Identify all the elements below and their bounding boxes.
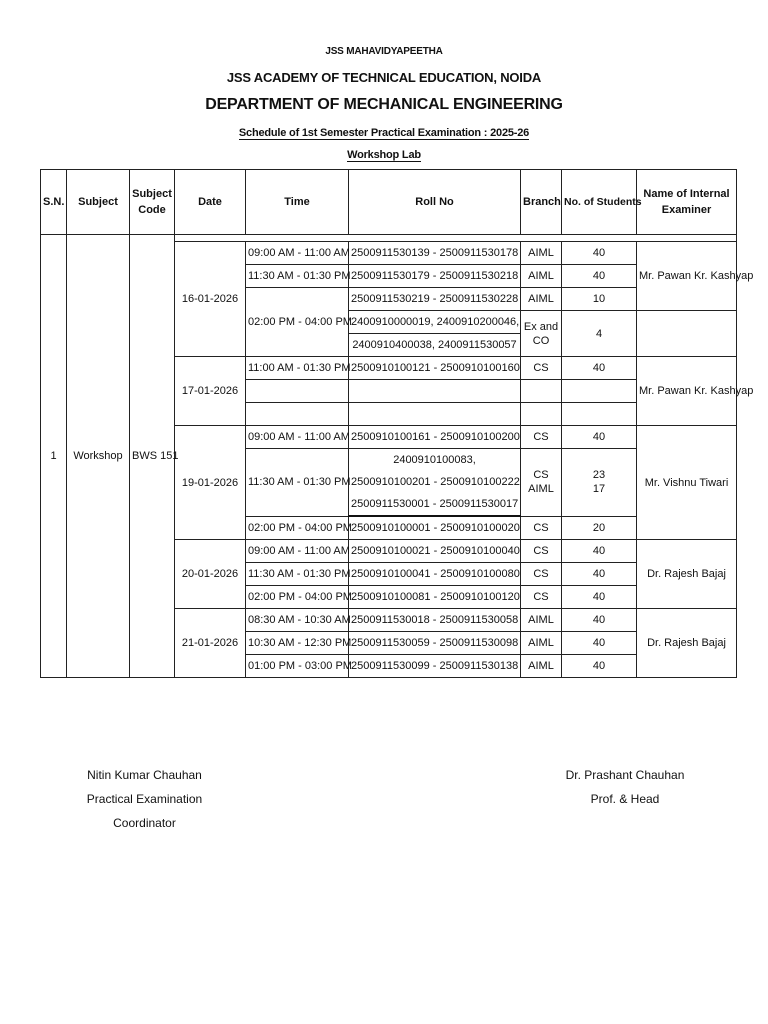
roll-cell: 2500911530059 - 2500911530098 bbox=[349, 632, 521, 655]
roll-cell: 2400910000019, 2400910200046, bbox=[349, 311, 521, 334]
examiner-cell: Mr. Vishnu Tiwari bbox=[637, 426, 737, 540]
department-name: DEPARTMENT OF MECHANICAL ENGINEERING bbox=[205, 96, 563, 113]
branch-cell: AIML bbox=[521, 242, 562, 265]
roll-cell: 2500910100021 - 2500910100040 bbox=[349, 540, 521, 563]
count-cell: 40 bbox=[562, 655, 637, 678]
date-cell: 21-01-2026 bbox=[175, 609, 246, 678]
branch-cell: AIML bbox=[521, 632, 562, 655]
branch-cell: CS bbox=[521, 516, 562, 540]
roll-cell: 2500910100041 - 2500910100080 bbox=[349, 563, 521, 586]
roll-cell: 2400910100083, bbox=[349, 449, 521, 472]
time-cell: 08:30 AM - 10:30 AM bbox=[246, 609, 349, 632]
time-cell: 09:00 AM - 11:00 AM bbox=[246, 242, 349, 265]
col-date: Date bbox=[175, 170, 246, 235]
roll-cell: 2500911530219 - 2500911530228 bbox=[349, 288, 521, 311]
col-time: Time bbox=[246, 170, 349, 235]
org-name: JSS MAHAVIDYAPEETHA bbox=[325, 46, 443, 57]
col-sn: S.N. bbox=[41, 170, 67, 235]
roll-cell: 2500911530179 - 2500911530218 bbox=[349, 265, 521, 288]
roll-cell: 2500910100081 - 2500910100120 bbox=[349, 586, 521, 609]
count-cell: 40 bbox=[562, 242, 637, 265]
time-cell: 02:00 PM - 04:00 PM bbox=[246, 516, 349, 540]
time-cell: 01:00 PM - 03:00 PM bbox=[246, 655, 349, 678]
col-branch: Branch bbox=[521, 170, 562, 235]
count-cell: 10 bbox=[562, 288, 637, 311]
branch-cell: CS bbox=[521, 586, 562, 609]
roll-cell: 2500911530001 - 2500911530017 bbox=[349, 493, 521, 516]
head-title: Prof. & Head bbox=[590, 792, 660, 806]
time-cell: 11:30 AM - 01:30 PM bbox=[246, 265, 349, 288]
time-cell: 02:00 PM - 04:00 PM bbox=[246, 288, 349, 357]
count-cell: 20 bbox=[562, 516, 637, 540]
time-cell: 09:00 AM - 11:00 AM bbox=[246, 426, 349, 449]
roll-cell: 2400910400038, 2400911530057 bbox=[349, 334, 521, 357]
head-signature-block bbox=[545, 763, 705, 811]
col-examiner: Name of Internal Examiner bbox=[637, 170, 737, 235]
subject-cell: Workshop bbox=[67, 235, 130, 678]
schedule-table bbox=[40, 169, 754, 678]
branch-cell: Ex and CO bbox=[521, 311, 562, 357]
count-cell: 40 bbox=[562, 586, 637, 609]
branch-cell: AIML bbox=[521, 265, 562, 288]
time-cell: 10:30 AM - 12:30 PM bbox=[246, 632, 349, 655]
examiner-cell: Mr. Pawan Kr. Kashyap bbox=[637, 242, 737, 311]
count-cell: 40 bbox=[562, 609, 637, 632]
examiner-cell: Dr. Rajesh Bajaj bbox=[637, 609, 737, 678]
branch-cell: AIML bbox=[521, 655, 562, 678]
count-cell: 40 bbox=[562, 632, 637, 655]
lab-name: Workshop Lab bbox=[347, 149, 421, 161]
col-subject-code: Subject Code bbox=[130, 170, 175, 235]
time-cell: 11:00 AM - 01:30 PM bbox=[246, 357, 349, 380]
count-cell: 40 bbox=[562, 265, 637, 288]
time-cell: 02:00 PM - 04:00 PM bbox=[246, 586, 349, 609]
schedule-title: Schedule of 1st Semester Practical Examination : 2025-26 bbox=[238, 127, 530, 139]
date-cell: 19-01-2026 bbox=[175, 426, 246, 540]
count-cell: 40 bbox=[562, 426, 637, 449]
branch-cell: AIML bbox=[521, 609, 562, 632]
branch-cell: CS AIML bbox=[521, 449, 562, 517]
header-row bbox=[41, 170, 737, 235]
roll-cell: 2500911530099 - 2500911530138 bbox=[349, 655, 521, 678]
branch-cell: CS bbox=[521, 563, 562, 586]
coordinator-title: Practical Examination Coordinator bbox=[86, 792, 203, 830]
count-cell: 40 bbox=[562, 563, 637, 586]
date-cell: 16-01-2026 bbox=[175, 242, 246, 357]
examiner-cell: Mr. Pawan Kr. Kashyap bbox=[637, 357, 737, 426]
count-cell: 40 bbox=[562, 540, 637, 563]
spacer-row bbox=[41, 235, 737, 242]
count-cell: 40 bbox=[562, 357, 637, 380]
roll-cell: 2500910100161 - 2500910100200 bbox=[349, 426, 521, 449]
col-students: No. of Students bbox=[562, 170, 637, 235]
branch-cell: CS bbox=[521, 426, 562, 449]
time-cell: 11:30 AM - 01:30 PM bbox=[246, 563, 349, 586]
branch-cell: CS bbox=[521, 540, 562, 563]
col-roll-no: Roll No bbox=[349, 170, 521, 235]
time-cell: 09:00 AM - 11:00 AM bbox=[246, 540, 349, 563]
branch-cell: CS bbox=[521, 357, 562, 380]
coordinator-signature-block bbox=[62, 763, 227, 835]
count-cell: 23 17 bbox=[562, 449, 637, 517]
examiner-cell: Dr. Rajesh Bajaj bbox=[637, 540, 737, 609]
col-subject: Subject bbox=[67, 170, 130, 235]
sn-cell: 1 bbox=[41, 235, 67, 678]
institute-name: JSS ACADEMY OF TECHNICAL EDUCATION, NOIDA bbox=[226, 70, 542, 85]
roll-cell: 2500910100121 - 2500910100160 bbox=[349, 357, 521, 380]
time-cell: 11:30 AM - 01:30 PM bbox=[246, 449, 349, 517]
subject-code-cell: BWS 151 bbox=[130, 235, 175, 678]
head-name: Dr. Prashant Chauhan bbox=[565, 768, 685, 782]
coordinator-name: Nitin Kumar Chauhan bbox=[87, 768, 202, 782]
roll-cell: 2500910100001 - 2500910100020 bbox=[349, 516, 521, 540]
roll-cell: 2500910100201 - 2500910100222 bbox=[349, 471, 521, 493]
date-cell: 17-01-2026 bbox=[175, 357, 246, 426]
count-cell: 4 bbox=[562, 311, 637, 357]
date-cell: 20-01-2026 bbox=[175, 540, 246, 609]
roll-cell: 2500911530139 - 2500911530178 bbox=[349, 242, 521, 265]
roll-cell: 2500911530018 - 2500911530058 bbox=[349, 609, 521, 632]
branch-cell: AIML bbox=[521, 288, 562, 311]
